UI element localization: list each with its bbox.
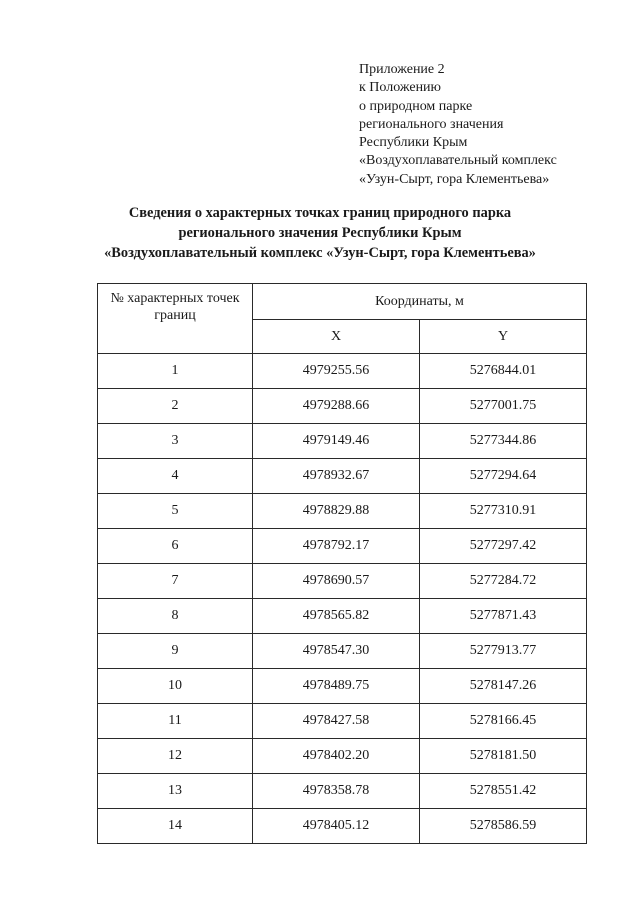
point-number-cell: 9 (98, 634, 253, 669)
x-cell: 4979288.66 (253, 389, 420, 424)
title-line: регионального значения Республики Крым (178, 225, 462, 241)
appendix-line: «Воздухоплавательный комплекс (359, 153, 557, 169)
x-cell: 4978547.30 (253, 634, 420, 669)
y-cell: 5276844.01 (420, 354, 587, 389)
x-cell: 4979255.56 (253, 354, 420, 389)
x-cell: 4978358.78 (253, 774, 420, 809)
title-line: «Воздухоплавательный комплекс «Узун-Сырт, гора Клементьева» (104, 245, 536, 261)
table-row (98, 529, 587, 564)
header-coordinates: Координаты, м (253, 284, 587, 320)
coordinates-table (97, 283, 587, 844)
appendix-header (359, 61, 557, 189)
point-number-cell: 4 (98, 459, 253, 494)
x-cell: 4978405.12 (253, 809, 420, 844)
y-cell: 5277871.43 (420, 599, 587, 634)
x-cell: 4978427.58 (253, 704, 420, 739)
x-cell: 4978690.57 (253, 564, 420, 599)
table-row (98, 494, 587, 529)
y-cell: 5277297.42 (420, 529, 587, 564)
document-title (60, 203, 580, 263)
y-cell: 5278181.50 (420, 739, 587, 774)
title-line: Сведения о характерных точках границ природного парка (128, 205, 512, 221)
x-cell: 4979149.46 (253, 424, 420, 459)
appendix-line: «Узун-Сырт, гора Клементьева» (359, 171, 550, 187)
y-cell: 5278551.42 (420, 774, 587, 809)
appendix-line: Республики Крым (359, 135, 468, 151)
y-cell: 5278586.59 (420, 809, 587, 844)
table-row (98, 704, 587, 739)
y-cell: 5278147.26 (420, 669, 587, 704)
table-row (98, 739, 587, 774)
appendix-line: регионального значения (359, 116, 504, 132)
point-number-cell: 14 (98, 809, 253, 844)
x-cell: 4978402.20 (253, 739, 420, 774)
y-cell: 5277294.64 (420, 459, 587, 494)
x-cell: 4978565.82 (253, 599, 420, 634)
point-number-cell: 1 (98, 354, 253, 389)
appendix-line: Приложение 2 (359, 62, 445, 77)
point-number-cell: 2 (98, 389, 253, 424)
y-cell: 5277310.91 (420, 494, 587, 529)
table-row (98, 424, 587, 459)
appendix-line: о природном парке (359, 98, 473, 114)
y-cell: 5277344.86 (420, 424, 587, 459)
y-cell: 5277913.77 (420, 634, 587, 669)
table-row (98, 389, 587, 424)
y-cell: 5277284.72 (420, 564, 587, 599)
point-number-cell: 5 (98, 494, 253, 529)
table-row (98, 354, 587, 389)
table-row (98, 564, 587, 599)
point-number-cell: 10 (98, 669, 253, 704)
table-row (98, 669, 587, 704)
table-row (98, 459, 587, 494)
table-row (98, 599, 587, 634)
header-point-number: № характерных точек границ (98, 284, 253, 354)
header-y: Y (420, 320, 587, 354)
y-cell: 5277001.75 (420, 389, 587, 424)
point-number-cell: 11 (98, 704, 253, 739)
table-row (98, 809, 587, 844)
table-row (98, 774, 587, 809)
point-number-cell: 6 (98, 529, 253, 564)
point-number-cell: 12 (98, 739, 253, 774)
x-cell: 4978792.17 (253, 529, 420, 564)
header-x: X (253, 320, 420, 354)
point-number-cell: 7 (98, 564, 253, 599)
x-cell: 4978829.88 (253, 494, 420, 529)
point-number-cell: 8 (98, 599, 253, 634)
y-cell: 5278166.45 (420, 704, 587, 739)
x-cell: 4978489.75 (253, 669, 420, 704)
x-cell: 4978932.67 (253, 459, 420, 494)
appendix-line: к Положению (359, 80, 442, 96)
table-row (98, 634, 587, 669)
point-number-cell: 3 (98, 424, 253, 459)
point-number-cell: 13 (98, 774, 253, 809)
table-body (98, 354, 587, 844)
